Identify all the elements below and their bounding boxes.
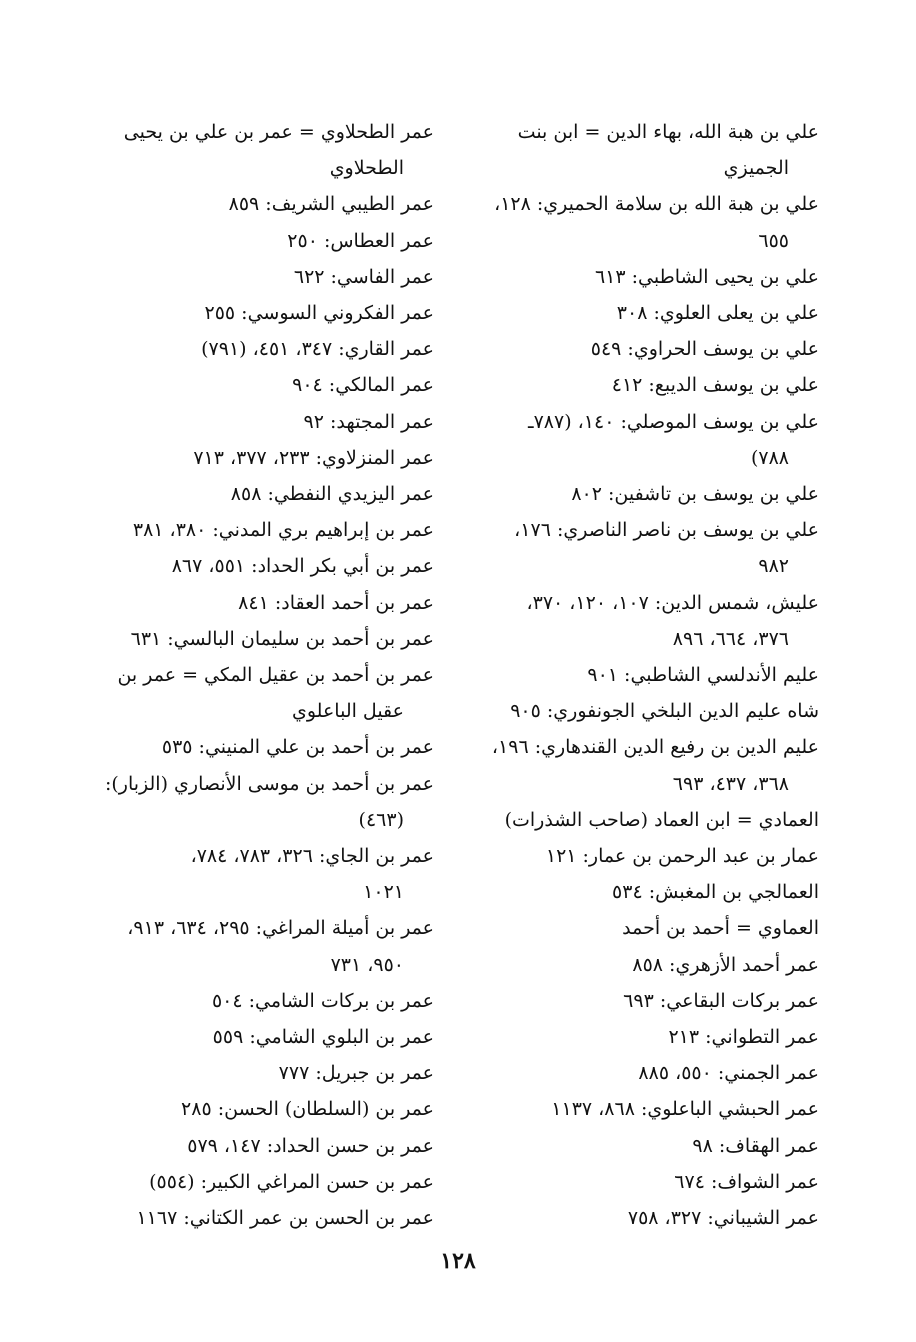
index-entry-line: العمالجي بن المغبش: ٥٣٤ (612, 881, 819, 904)
index-entry (74, 910, 434, 982)
index-entry-line: عمر بن أبي بكر الحداد: ٥٥١، ٨٦٧ (171, 555, 434, 578)
index-entry-continuation: ٩٨٢ (758, 555, 789, 578)
index-entry (74, 729, 434, 765)
index-entry (74, 295, 434, 331)
index-entry-line: عمر الشيباني: ٣٢٧، ٧٥٨ (627, 1207, 819, 1230)
index-entry-line: عمر بن أحمد بن سليمان البالسي: ٦٣١ (130, 627, 434, 650)
page-number: ١٢٨ (440, 1248, 476, 1274)
index-entry (461, 874, 819, 910)
index-entry (461, 983, 819, 1019)
index-entry (74, 1128, 434, 1164)
index-entry-line: عمر بن إبراهيم بري المدني: ٣٨٠، ٣٨١ (132, 519, 434, 542)
index-entry-continuation: ٧٨٨) (750, 446, 789, 469)
index-entry-line: عمر الجمني: ٥٥٠، ٨٨٥ (638, 1062, 819, 1085)
index-entry (461, 910, 819, 946)
index-entry (74, 1019, 434, 1055)
index-entry-continuation: الجميزي (723, 157, 789, 180)
index-entry (461, 802, 819, 838)
index-entry (461, 114, 819, 186)
index-entry (74, 186, 434, 222)
index-entry (461, 947, 819, 983)
index-entry (461, 367, 819, 403)
index-entry (74, 114, 434, 186)
index-entry (461, 1164, 819, 1200)
index-entry-line: عمر المالكي: ٩٠٤ (292, 374, 434, 397)
index-entry (461, 838, 819, 874)
index-entry-line: عمر بن (السلطان) الحسن: ٢٨٥ (181, 1098, 434, 1121)
index-entry-line: العمادي = ابن العماد (صاحب الشذرات) (504, 808, 819, 831)
index-entry-line: العماوي = أحمد بن أحمد (622, 917, 819, 940)
index-entry (461, 331, 819, 367)
index-entry-line: عمر أحمد الأزهري: ٨٥٨ (632, 953, 819, 976)
index-entry (74, 1200, 434, 1236)
index-entry-line: عمر بن الجاي: ٣٢٦، ٧٨٣، ٧٨٤، (190, 845, 434, 868)
index-entry (74, 1055, 434, 1091)
index-entry-line: عليم الأندلسي الشاطبي: ٩٠١ (587, 664, 819, 687)
index-entry-line: عمر الشواف: ٦٧٤ (674, 1170, 819, 1193)
index-entry (461, 1128, 819, 1164)
index-entry-continuation: ٣٦٨، ٤٣٧، ٦٩٣ (672, 772, 789, 795)
index-entry (74, 983, 434, 1019)
index-entry-line: عمر الطحلاوي = عمر بن علي بن يحيى (123, 121, 434, 143)
index-entry (74, 440, 434, 476)
index-entry (461, 657, 819, 693)
index-entry-continuation: ١٠٢١ (363, 881, 404, 904)
index-entry (461, 404, 819, 476)
index-entry (74, 621, 434, 657)
index-entry-line: علي بن هبة الله، بهاء الدين = ابن بنت (517, 121, 819, 143)
index-entry-continuation: الطحلاوي (329, 157, 404, 180)
index-entry (74, 548, 434, 584)
index-entry (74, 404, 434, 440)
index-entry (461, 295, 819, 331)
index-entry (461, 1019, 819, 1055)
index-entry (74, 331, 434, 367)
index-entry (461, 512, 819, 584)
index-entry-line: علي بن يوسف الموصلي: ١٤٠، (٧٨٧ـ (527, 410, 819, 433)
index-entry (461, 259, 819, 295)
index-entry-line: عليش، شمس الدين: ١٠٧، ١٢٠، ٣٧٠، (526, 591, 819, 614)
index-entry-line: عمر بن البلوي الشامي: ٥٥٩ (212, 1026, 434, 1049)
index-entry-line: عمر بن بركات الشامي: ٥٠٤ (211, 989, 434, 1012)
index-entry-line: عمر الهقاف: ٩٨ (692, 1134, 819, 1157)
index-entry (74, 512, 434, 548)
index-entry-line: عمر المنزلاوي: ٢٣٣، ٣٧٧، ٧١٣ (193, 446, 434, 469)
index-entry (74, 367, 434, 403)
index-entry (461, 476, 819, 512)
index-entry-line: عمر بن أميلة المراغي: ٢٩٥، ٦٣٤، ٩١٣، (127, 917, 434, 940)
index-entry-line: علي بن يوسف الديبع: ٤١٢ (611, 374, 819, 397)
index-entry-line: عمر القاري: ٣٤٧، ٤٥١، (٧٩١) (201, 338, 434, 361)
index-entry-continuation: ٦٥٥ (758, 229, 789, 252)
index-entry-line: عمر الفاسي: ٦٢٢ (293, 265, 434, 288)
index-entry (74, 1091, 434, 1127)
index-entry-continuation: ٣٧٦، ٦٦٤، ٨٩٦ (672, 627, 789, 650)
index-entry-line: عمر بن جبريل: ٧٧٧ (278, 1062, 434, 1085)
index-entry (74, 259, 434, 295)
index-entry-line: عمر الطيبي الشريف: ٨٥٩ (228, 193, 434, 216)
index-entry-line: عمر التطواني: ٢١٣ (668, 1026, 819, 1049)
index-entry-line: عمر بن أحمد بن عقيل المكي = عمر بن (117, 664, 434, 687)
index-entry (461, 693, 819, 729)
index-entry-line: علي بن هبة الله بن سلامة الحميري: ١٢٨، (494, 193, 819, 216)
index-entry (74, 223, 434, 259)
index-entry (461, 186, 819, 258)
index-entry-line: عمر بن أحمد بن علي المنيني: ٥٣٥ (161, 736, 434, 759)
index-entry-line: عمر بن حسن المراغي الكبير: (٥٥٤) (149, 1170, 434, 1193)
index-entry-line: عليم الدين بن رفيع الدين القندهاري: ١٩٦، (491, 736, 819, 759)
index-entry-line: علي بن يوسف الحراوي: ٥٤٩ (590, 338, 819, 361)
index-entry-line: عمر اليزيدي النفطي: ٨٥٨ (230, 483, 434, 506)
index-entry-line: عمر الفكروني السوسي: ٢٥٥ (204, 302, 434, 325)
index-entry-line: علي بن يوسف بن ناصر الناصري: ١٧٦، (514, 519, 819, 542)
index-column-left (74, 114, 434, 1236)
index-entry-line: عمر المجتهد: ٩٢ (303, 410, 434, 433)
index-entry-line: علي بن يوسف بن تاشفين: ٨٠٢ (571, 483, 819, 506)
index-entry-continuation: (٤٦٣) (358, 808, 404, 831)
index-entry-line: علي بن يعلى العلوي: ٣٠٨ (616, 302, 819, 325)
index-entry (461, 1055, 819, 1091)
index-entry-line: عمر بن الحسن بن عمر الكتاني: ١١٦٧ (136, 1207, 434, 1230)
index-entry-line: عمار بن عبد الرحمن بن عمار: ١٢١ (545, 845, 819, 868)
index-entry (74, 766, 434, 838)
index-entry-line: عمر بن حسن الحداد: ١٤٧، ٥٧٩ (187, 1134, 434, 1157)
index-entry (461, 1200, 819, 1236)
index-entry (461, 1091, 819, 1127)
index-entry-line: علي بن يحيى الشاطبي: ٦١٣ (594, 265, 819, 288)
index-entry-line: عمر العطاس: ٢٥٠ (287, 229, 434, 252)
index-entry-line: عمر بركات البقاعي: ٦٩٣ (623, 989, 819, 1012)
index-entry (74, 657, 434, 729)
index-entry-line: عمر بن أحمد العقاد: ٨٤١ (238, 591, 434, 614)
index-entry (461, 585, 819, 657)
index-entry (74, 1164, 434, 1200)
index-entry-line: عمر الحبشي الباعلوي: ٨٦٨، ١١٣٧ (551, 1098, 819, 1121)
index-entry (74, 838, 434, 910)
index-entry-continuation: عقيل الباعلوي (291, 700, 404, 723)
index-entry (74, 476, 434, 512)
index-entry-line: عمر بن أحمد بن موسى الأنصاري (الزبار): (104, 772, 434, 795)
index-entry-continuation: ٩٥٠، ٧٣١ (330, 953, 404, 976)
index-column-right (461, 114, 819, 1236)
index-entry (74, 585, 434, 621)
index-entry (461, 729, 819, 801)
index-entry-line: شاه عليم الدين البلخي الجونفوري: ٩٠٥ (510, 700, 819, 723)
